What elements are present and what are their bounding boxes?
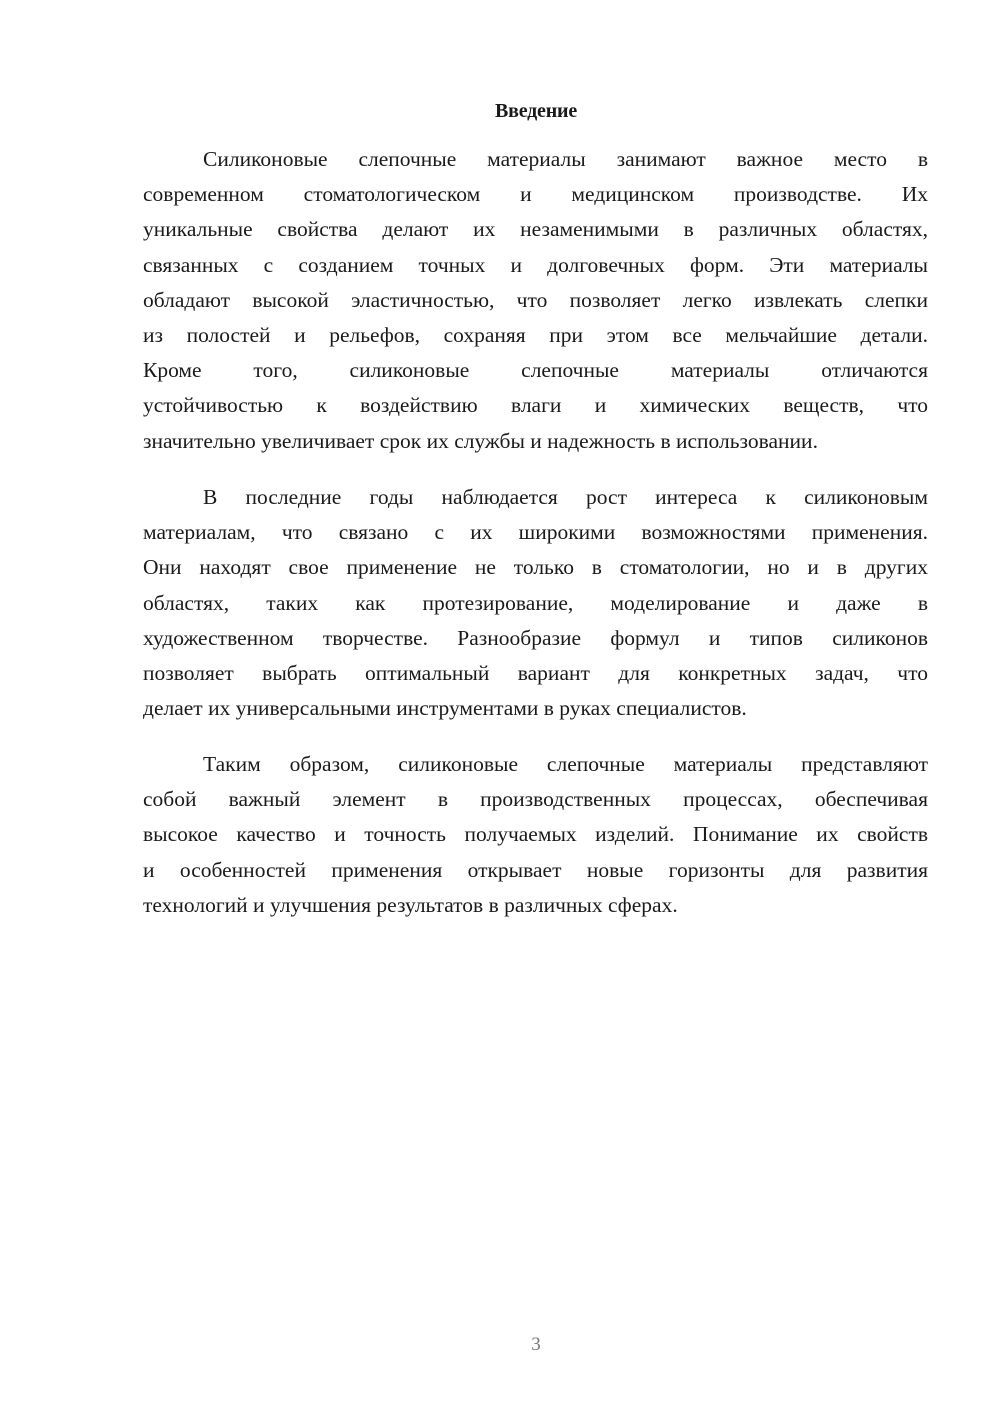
paragraph-line: значительно увеличивает срок их службы и надежность в использовании. [143, 428, 818, 453]
paragraph-line: художественном творчестве. Разнообразие формул и типов силиконов [143, 625, 928, 650]
paragraph-line: В последние годы наблюдается рост интереса к силиконовым [203, 485, 928, 509]
paragraph-line: технологий и улучшения результатов в различных сферах. [143, 892, 678, 917]
paragraph-line: из полостей и рельефов, сохраняя при этом все мельчайшие детали. [143, 322, 928, 347]
paragraph-line: Таким образом, силиконовые слепочные материалы представляют [203, 752, 928, 776]
paragraph-line: Силиконовые слепочные материалы занимают важное место в [203, 147, 928, 171]
page-number: 3 [531, 1334, 541, 1355]
paragraph-line: устойчивостью к воздействию влаги и химических веществ, что [143, 393, 928, 418]
paragraph-line: обладают высокой эластичностью, что позволяет легко извлекать слепки [143, 287, 928, 312]
paragraph-line: материалам, что связано с их широкими возможностями применения. [143, 520, 928, 545]
paragraph-applications [143, 480, 928, 726]
paragraph-line: и особенностей применения открывает новые горизонты для развития [143, 857, 928, 882]
paragraph-line: Кроме того, силиконовые слепочные материалы отличаются [143, 358, 928, 383]
paragraph-line: связанных с созданием точных и долговечных форм. Эти материалы [143, 252, 928, 277]
paragraph-intro [143, 142, 928, 459]
paragraph-line: областях, таких как протезирование, моделирование и даже в [143, 590, 928, 615]
paragraph-line: собой важный элемент в производственных процессах, обеспечивая [143, 787, 928, 812]
paragraph-line: уникальные свойства делают их незаменимыми в различных областях, [143, 217, 928, 242]
paragraph-line: высокое качество и точность получаемых изделий. Понимание их свойств [143, 822, 928, 847]
paragraph-line: делает их универсальными инструментами в руках специалистов. [143, 696, 747, 721]
paragraph-line: Они находят свое применение не только в стоматологии, но и в других [143, 555, 928, 580]
section-heading: Введение [494, 100, 578, 122]
paragraph-line: современном стоматологическом и медицинском производстве. Их [143, 182, 928, 207]
paragraph-line: позволяет выбрать оптимальный вариант для конкретных задач, что [143, 660, 928, 685]
paragraph-conclusion [143, 747, 928, 923]
